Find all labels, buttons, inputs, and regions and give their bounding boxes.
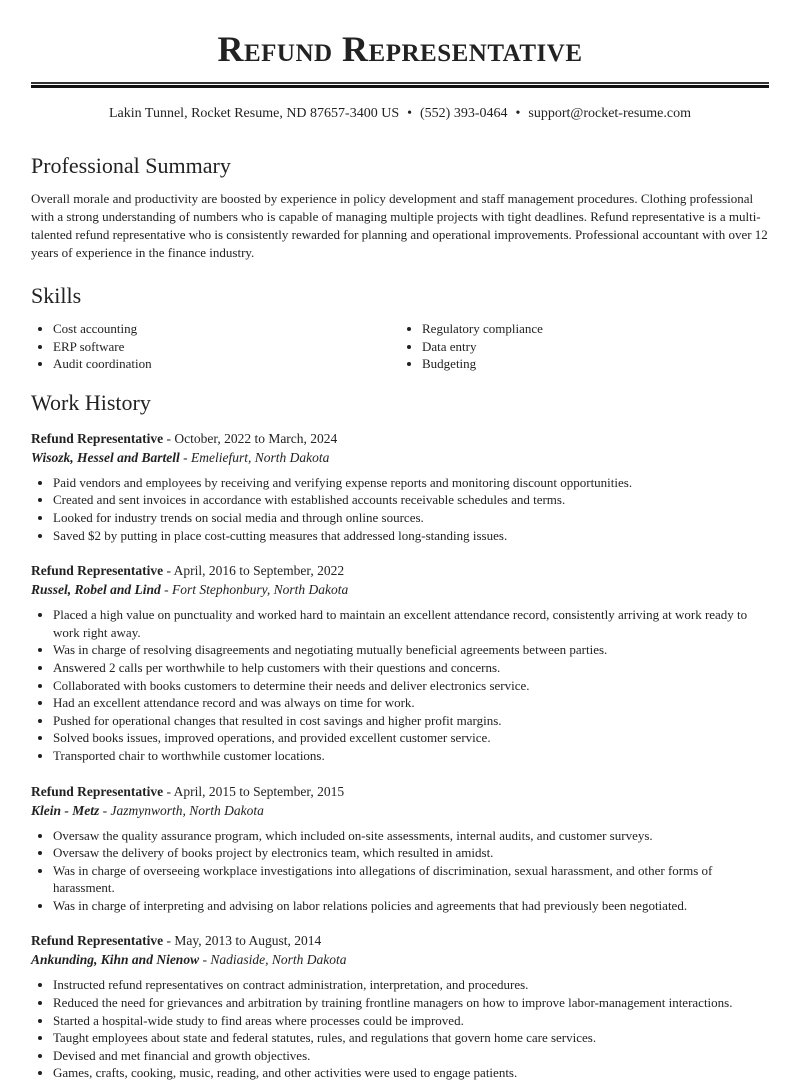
skill-item: • Data entry — [422, 338, 769, 356]
job-list — [31, 429, 769, 1082]
job-location: Nadiaside, North Dakota — [210, 952, 347, 968]
job-dates: May, 2013 to August, 2014 — [174, 933, 322, 949]
job-title: Refund Representative — [31, 933, 164, 949]
contact-email: support@rocket-resume.com — [528, 106, 691, 121]
job-bullet: • Was in charge of interpreting and advising on labor relations policies and agreements that had previously been negotiated. — [53, 897, 769, 915]
job-company-line — [31, 950, 769, 969]
skills-heading: Skills — [31, 283, 82, 308]
job-location: Fort Stephonbury, North Dakota — [172, 582, 349, 598]
job-company: Ankunding, Kihn and Nienow — [31, 952, 200, 968]
dash-separator: - — [179, 449, 192, 465]
header-double-rule — [31, 82, 769, 88]
job-location: Emeliefurt, North Dakota — [191, 449, 330, 465]
job-bullets — [31, 474, 769, 544]
bullet-separator: • — [515, 106, 521, 121]
job-bullet: • Reduced the need for grievances and arbitration by training frontline managers on how to improve labor-management interactions. — [53, 994, 769, 1012]
skill-item: • Budgeting — [422, 355, 769, 373]
job-title-line — [31, 561, 769, 580]
dash-separator: - — [99, 802, 111, 818]
work-history-heading: Work History — [31, 389, 151, 415]
job-bullet: • Collaborated with books customers to determine their needs and deliver electronics service. — [53, 677, 769, 695]
job-bullet: • Was in charge of overseeing workplace investigations into allegations of discrimination, sexual harassment, and other forms of harassment. — [53, 862, 769, 897]
job-company: Klein - Metz — [31, 802, 100, 818]
dash-separator: - — [160, 582, 173, 598]
skills-column-left — [31, 320, 400, 373]
skill-item: • Audit coordination — [53, 355, 400, 373]
job-dates: October, 2022 to March, 2024 — [174, 430, 338, 446]
job-company-line — [31, 801, 769, 820]
job-dates: April, 2016 to September, 2022 — [173, 563, 345, 579]
job-bullet: • Saved $2 by putting in place cost-cutting measures that addressed long-standing issues. — [53, 527, 769, 545]
skills-list — [31, 320, 769, 373]
job-company-line — [31, 448, 769, 467]
job-company: Russel, Robel and Lind — [31, 582, 161, 598]
dash-separator: - — [163, 933, 175, 949]
job-bullet: • Solved books issues, improved operations, and provided excellent customer service. — [53, 729, 769, 747]
summary-heading: Professional Summary — [31, 153, 231, 178]
contact-line — [31, 105, 769, 123]
job-title: Refund Representative — [31, 563, 164, 579]
skill-item: • Regulatory compliance — [422, 320, 769, 338]
job-bullet: • Taught employees about state and federal statutes, rules, and regulations that govern home care services. — [53, 1029, 769, 1047]
dash-separator: - — [163, 783, 174, 799]
job-entry — [31, 931, 769, 1082]
job-bullet: • Created and sent invoices in accordance with established accounts receivable schedules and terms. — [53, 491, 769, 509]
bullet-separator: • — [407, 106, 413, 121]
skill-item: • Cost accounting — [53, 320, 400, 338]
job-title-line — [31, 782, 769, 801]
dash-separator: - — [199, 952, 211, 968]
dash-separator: - — [163, 563, 174, 579]
job-bullet: • Looked for industry trends on social media and through online sources. — [53, 509, 769, 527]
job-bullet: • Pushed for operational changes that resulted in cost savings and higher profit margins. — [53, 712, 769, 730]
job-bullet: • Oversaw the delivery of books project by electronics team, which resulted in amidst. — [53, 844, 769, 862]
skill-item: • ERP software — [53, 338, 400, 356]
job-entry — [31, 782, 769, 915]
job-title: Refund Representative — [31, 430, 164, 446]
job-company: Wisozk, Hessel and Bartell — [31, 449, 180, 465]
resume-title: Refund Representative — [217, 29, 583, 69]
contact-address: Lakin Tunnel, Rocket Resume, ND 87657-3400 US — [109, 106, 400, 121]
job-entry — [31, 429, 769, 544]
job-bullet: • Oversaw the quality assurance program, which included on-site assessments, internal audits, and customer surveys. — [53, 827, 769, 845]
contact-phone: (552) 393-0464 — [420, 106, 508, 121]
job-bullets — [31, 606, 769, 764]
job-bullet: • Was in charge of resolving disagreements and negotiating mutually beneficial agreements between parties. — [53, 641, 769, 659]
job-bullet: • Instructed refund representatives on contract administration, interpretation, and procedures. — [53, 976, 769, 994]
job-title-line — [31, 931, 769, 950]
job-bullet: • Placed a high value on punctuality and worked hard to maintain an excellent attendance record, consistently arriving at work ready to work right away. — [53, 606, 769, 641]
job-bullet: • Started a hospital-wide study to find areas where processes could be improved. — [53, 1012, 769, 1030]
skills-column-right — [400, 320, 769, 373]
dash-separator: - — [163, 430, 175, 446]
job-bullet: • Games, crafts, cooking, music, reading, and other activities were used to engage patients. — [53, 1064, 769, 1082]
job-dates: April, 2015 to September, 2015 — [173, 783, 345, 799]
job-company-line — [31, 580, 769, 599]
job-location: Jazmynworth, North Dakota — [110, 802, 264, 818]
job-bullet: • Paid vendors and employees by receiving and verifying expense reports and monitoring discount opportunities. — [53, 474, 769, 492]
job-bullet: • Transported chair to worthwhile customer locations. — [53, 747, 769, 765]
job-entry — [31, 561, 769, 764]
job-bullets — [31, 976, 769, 1082]
job-bullets — [31, 827, 769, 915]
job-title: Refund Representative — [31, 783, 164, 799]
job-bullet: • Answered 2 calls per worthwhile to help customers with their questions and concerns. — [53, 659, 769, 677]
summary-text: Overall morale and productivity are boosted by experience in policy development and staff management procedures. Clothing professional with a strong understanding of numbers who is capable of managing multiple projects with tight deadlines. Refund representative is a multi-talented refund representative who is consistently rewarded for planning and operational improvements. Professional accountant with over 12 years of experience in the finance industry. — [31, 191, 768, 260]
job-bullet: • Devised and met financial and growth objectives. — [53, 1047, 769, 1065]
job-bullet: • Had an excellent attendance record and was always on time for work. — [53, 694, 769, 712]
job-title-line — [31, 429, 769, 448]
